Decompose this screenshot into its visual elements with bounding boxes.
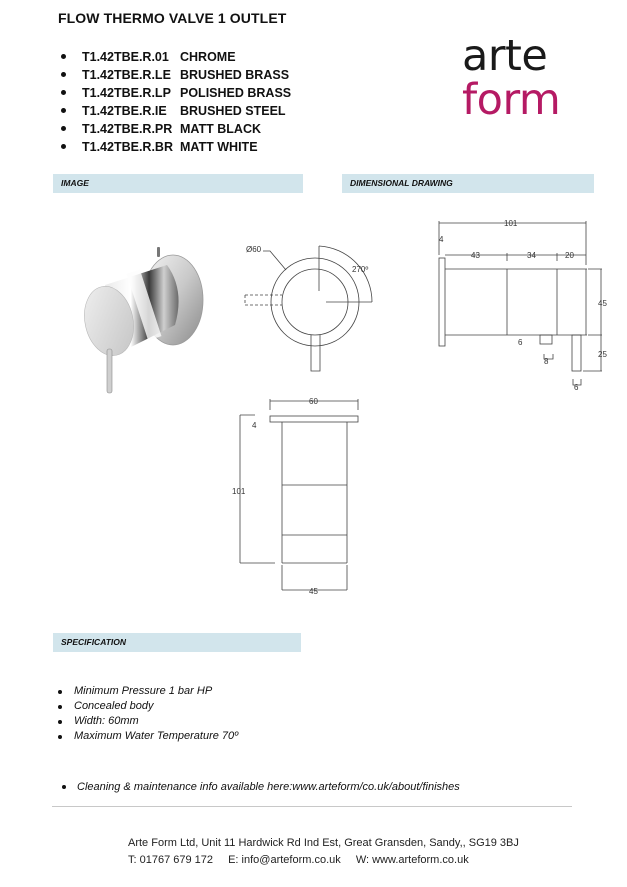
spec-text: Concealed body [74,700,154,712]
product-code-item [60,84,291,102]
dim-lever-width: 6 [574,383,579,392]
dim-lever-drop: 25 [598,350,607,359]
lever-side [572,335,581,371]
dim-plate-thickness-top: 4 [252,421,257,430]
dim-overall-length: 101 [504,219,518,228]
rotation-label: 270º [352,265,369,274]
cleaning-note [62,781,460,793]
cleaning-note-text: Cleaning & maintenance info available here:www.arteform/co.uk/about/finishes [77,781,460,793]
footer-email[interactable]: E: info@arteform.co.uk [228,854,341,866]
product-code-item [60,102,291,120]
bullet-icon [60,71,68,79]
bullet-icon [58,684,64,699]
footer-website[interactable]: W: www.arteform.co.uk [355,854,469,866]
dim-segment-2: 34 [527,251,536,260]
product-finish: POLISHED BRASS [180,86,292,100]
product-code-item [60,138,291,156]
product-finish: BRUSHED BRASS [180,68,290,82]
product-code-item [60,120,291,138]
product-code: T1.42TBE.R.01 [82,50,169,64]
diameter-label: Ø60 [246,245,262,254]
spec-item [58,699,238,714]
product-code: T1.42TBE.R.IE [82,104,167,118]
arteform-logo [462,31,561,125]
bullet-icon [60,125,68,133]
product-code: T1.42TBE.R.PR [82,122,173,136]
wall-plate-side [439,258,445,346]
product-finish: BRUSHED STEEL [180,104,286,118]
bullet-icon [62,785,66,789]
dim-port-offset: 6 [518,338,523,347]
spec-text: Minimum Pressure 1 bar HP [74,685,213,697]
dim-height: 45 [598,299,607,308]
footer-phone: T: 01767 679 172 [128,854,214,866]
front-view-drawing [230,225,390,385]
product-code: T1.42TBE.R.BR [82,140,173,154]
bullet-icon [60,143,68,151]
bullet-icon [60,53,68,61]
footer-divider [52,806,572,807]
spec-item [58,729,238,744]
dim-plate-width: 60 [309,397,318,406]
dim-segment-3: 20 [565,251,574,260]
section-header-image: IMAGE [53,174,303,193]
spec-item [58,714,238,729]
product-finish: MATT WHITE [180,140,258,154]
product-finish: CHROME [180,50,236,64]
bullet-icon [58,699,64,714]
bullet-icon [60,89,68,97]
spec-text: Width: 60mm [74,715,139,727]
lever-hidden [245,295,282,305]
bullet-icon [58,714,64,729]
dim-body-width: 45 [309,587,318,596]
product-code: T1.42TBE.R.LP [82,86,171,100]
outlet-port [540,335,552,344]
wall-plate-top [270,416,358,422]
product-code-item [60,66,291,84]
dim-depth: 101 [232,487,246,496]
spec-text: Maximum Water Temperature 70º [74,730,239,742]
product-title: FLOW THERMO VALVE 1 OUTLET [58,10,287,26]
top-view-drawing [225,390,375,600]
dim-port-width: 8 [544,357,549,366]
lever-visible [311,335,320,371]
logo-line-form: form [462,75,561,125]
spec-item [58,684,238,699]
side-view-drawing [420,205,620,395]
product-photo [75,245,215,405]
specification-list [58,684,238,744]
footer-contact [128,852,519,869]
valve-lever [107,349,112,393]
bullet-icon [58,729,64,744]
product-code-item [60,48,291,66]
section-header-specification: SPECIFICATION [53,633,301,652]
product-code-list [60,48,291,156]
logo-line-arte: arte [462,31,548,81]
bullet-icon [60,107,68,115]
rotation-arc [319,246,372,302]
section-header-dimensional-drawing: DIMENSIONAL DRAWING [342,174,594,193]
valve-body-side [445,269,587,335]
dim-segment-1: 43 [471,251,480,260]
dim-plate-thickness: 4 [439,235,444,244]
footer-address: Arte Form Ltd, Unit 11 Hardwick Rd Ind Est, Great Gransden, Sandy,, SG19 3BJ [128,837,519,849]
product-finish: MATT BLACK [180,122,261,136]
product-code: T1.42TBE.R.LE [82,68,171,82]
valve-body-top [282,422,347,563]
footer [128,835,519,869]
